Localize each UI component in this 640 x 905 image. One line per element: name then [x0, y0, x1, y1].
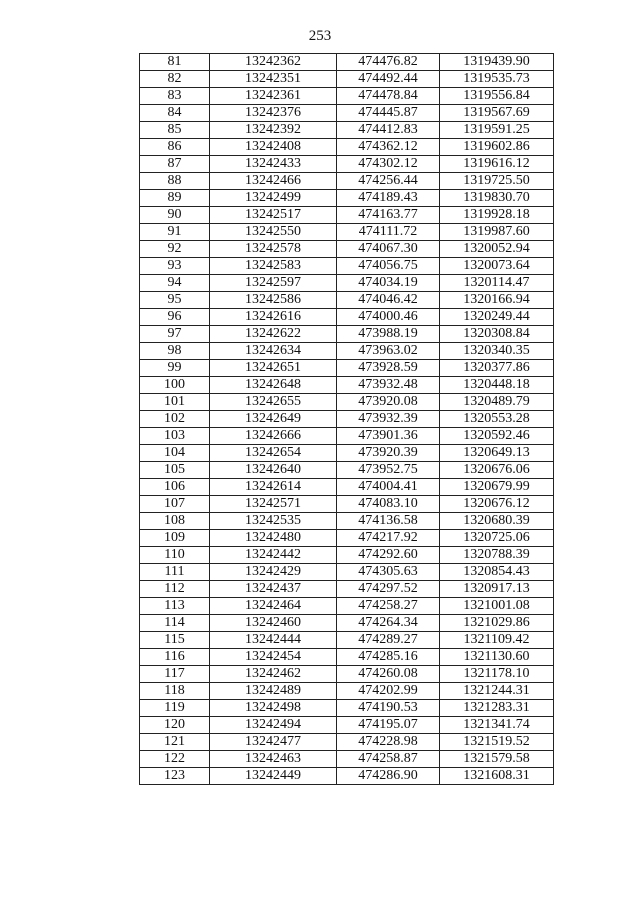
x-coordinate-cell: 474202.99	[337, 683, 440, 700]
y-coordinate-cell: 1319928.18	[440, 207, 554, 224]
point-number-cell: 119	[140, 700, 210, 717]
x-coordinate-cell: 473901.36	[337, 428, 440, 445]
point-id-cell: 13242351	[210, 71, 337, 88]
x-coordinate-cell: 474260.08	[337, 666, 440, 683]
point-number-cell: 100	[140, 377, 210, 394]
point-number-cell: 104	[140, 445, 210, 462]
point-number-cell: 120	[140, 717, 210, 734]
point-number-cell: 84	[140, 105, 210, 122]
x-coordinate-cell: 473920.39	[337, 445, 440, 462]
y-coordinate-cell: 1319987.60	[440, 224, 554, 241]
table-row	[140, 496, 554, 513]
point-id-cell: 13242634	[210, 343, 337, 360]
table-row	[140, 530, 554, 547]
x-coordinate-cell: 474492.44	[337, 71, 440, 88]
table-row	[140, 190, 554, 207]
x-coordinate-cell: 473932.39	[337, 411, 440, 428]
x-coordinate-cell: 474163.77	[337, 207, 440, 224]
y-coordinate-cell: 1320680.39	[440, 513, 554, 530]
y-coordinate-cell: 1321579.58	[440, 751, 554, 768]
point-id-cell: 13242494	[210, 717, 337, 734]
point-id-cell: 13242597	[210, 275, 337, 292]
point-number-cell: 97	[140, 326, 210, 343]
table-row	[140, 751, 554, 768]
table-row	[140, 275, 554, 292]
table-row	[140, 105, 554, 122]
point-id-cell: 13242460	[210, 615, 337, 632]
x-coordinate-cell: 474478.84	[337, 88, 440, 105]
x-coordinate-cell: 474083.10	[337, 496, 440, 513]
table-row	[140, 462, 554, 479]
x-coordinate-cell: 473928.59	[337, 360, 440, 377]
point-number-cell: 86	[140, 139, 210, 156]
x-coordinate-cell: 474305.63	[337, 564, 440, 581]
x-coordinate-cell: 474256.44	[337, 173, 440, 190]
point-id-cell: 13242361	[210, 88, 337, 105]
point-id-cell: 13242654	[210, 445, 337, 462]
x-coordinate-cell: 473920.08	[337, 394, 440, 411]
table-row	[140, 207, 554, 224]
table-row	[140, 360, 554, 377]
table-row	[140, 479, 554, 496]
table-row	[140, 717, 554, 734]
point-number-cell: 110	[140, 547, 210, 564]
point-number-cell: 112	[140, 581, 210, 598]
table-row	[140, 54, 554, 71]
point-id-cell: 13242517	[210, 207, 337, 224]
y-coordinate-cell: 1319602.86	[440, 139, 554, 156]
point-number-cell: 99	[140, 360, 210, 377]
point-id-cell: 13242586	[210, 292, 337, 309]
point-id-cell: 13242477	[210, 734, 337, 751]
y-coordinate-cell: 1320489.79	[440, 394, 554, 411]
point-number-cell: 87	[140, 156, 210, 173]
y-coordinate-cell: 1319439.90	[440, 54, 554, 71]
y-coordinate-cell: 1321029.86	[440, 615, 554, 632]
point-number-cell: 118	[140, 683, 210, 700]
point-number-cell: 122	[140, 751, 210, 768]
y-coordinate-cell: 1320676.12	[440, 496, 554, 513]
x-coordinate-cell: 474046.42	[337, 292, 440, 309]
y-coordinate-cell: 1320649.13	[440, 445, 554, 462]
point-id-cell: 13242429	[210, 564, 337, 581]
point-number-cell: 92	[140, 241, 210, 258]
table-row	[140, 122, 554, 139]
x-coordinate-cell: 474264.34	[337, 615, 440, 632]
y-coordinate-cell: 1320592.46	[440, 428, 554, 445]
y-coordinate-cell: 1320073.64	[440, 258, 554, 275]
y-coordinate-cell: 1320249.44	[440, 309, 554, 326]
x-coordinate-cell: 473952.75	[337, 462, 440, 479]
table-row	[140, 377, 554, 394]
table-row	[140, 700, 554, 717]
point-id-cell: 13242408	[210, 139, 337, 156]
point-number-cell: 93	[140, 258, 210, 275]
y-coordinate-cell: 1320340.35	[440, 343, 554, 360]
point-id-cell: 13242433	[210, 156, 337, 173]
point-id-cell: 13242666	[210, 428, 337, 445]
x-coordinate-cell: 474004.41	[337, 479, 440, 496]
y-coordinate-cell: 1319725.50	[440, 173, 554, 190]
x-coordinate-cell: 474228.98	[337, 734, 440, 751]
point-number-cell: 107	[140, 496, 210, 513]
point-number-cell: 111	[140, 564, 210, 581]
x-coordinate-cell: 474217.92	[337, 530, 440, 547]
y-coordinate-cell: 1319830.70	[440, 190, 554, 207]
point-number-cell: 81	[140, 54, 210, 71]
table-row	[140, 309, 554, 326]
table-row	[140, 445, 554, 462]
point-id-cell: 13242392	[210, 122, 337, 139]
table-row	[140, 598, 554, 615]
x-coordinate-cell: 474362.12	[337, 139, 440, 156]
y-coordinate-cell: 1320166.94	[440, 292, 554, 309]
x-coordinate-cell: 474285.16	[337, 649, 440, 666]
point-number-cell: 103	[140, 428, 210, 445]
x-coordinate-cell: 474258.27	[337, 598, 440, 615]
point-id-cell: 13242444	[210, 632, 337, 649]
point-id-cell: 13242614	[210, 479, 337, 496]
point-number-cell: 105	[140, 462, 210, 479]
y-coordinate-cell: 1320676.06	[440, 462, 554, 479]
y-coordinate-cell: 1321001.08	[440, 598, 554, 615]
point-id-cell: 13242616	[210, 309, 337, 326]
table-row	[140, 649, 554, 666]
x-coordinate-cell: 474000.46	[337, 309, 440, 326]
table-row	[140, 343, 554, 360]
point-id-cell: 13242449	[210, 768, 337, 785]
point-id-cell: 13242442	[210, 547, 337, 564]
point-number-cell: 123	[140, 768, 210, 785]
x-coordinate-cell: 474258.87	[337, 751, 440, 768]
point-number-cell: 88	[140, 173, 210, 190]
table-row	[140, 513, 554, 530]
y-coordinate-cell: 1320114.47	[440, 275, 554, 292]
point-id-cell: 13242463	[210, 751, 337, 768]
x-coordinate-cell: 474034.19	[337, 275, 440, 292]
table-row	[140, 411, 554, 428]
x-coordinate-cell: 473963.02	[337, 343, 440, 360]
point-id-cell: 13242499	[210, 190, 337, 207]
point-id-cell: 13242376	[210, 105, 337, 122]
x-coordinate-cell: 474445.87	[337, 105, 440, 122]
x-coordinate-cell: 474189.43	[337, 190, 440, 207]
table-row	[140, 326, 554, 343]
y-coordinate-cell: 1321109.42	[440, 632, 554, 649]
x-coordinate-cell: 474297.52	[337, 581, 440, 598]
point-id-cell: 13242649	[210, 411, 337, 428]
point-number-cell: 96	[140, 309, 210, 326]
point-number-cell: 117	[140, 666, 210, 683]
point-number-cell: 89	[140, 190, 210, 207]
table-row	[140, 666, 554, 683]
table-row	[140, 258, 554, 275]
point-number-cell: 116	[140, 649, 210, 666]
y-coordinate-cell: 1320917.13	[440, 581, 554, 598]
point-number-cell: 109	[140, 530, 210, 547]
point-id-cell: 13242480	[210, 530, 337, 547]
point-id-cell: 13242362	[210, 54, 337, 71]
x-coordinate-cell: 473932.48	[337, 377, 440, 394]
point-id-cell: 13242466	[210, 173, 337, 190]
y-coordinate-cell: 1320052.94	[440, 241, 554, 258]
x-coordinate-cell: 474302.12	[337, 156, 440, 173]
x-coordinate-cell: 474292.60	[337, 547, 440, 564]
point-number-cell: 121	[140, 734, 210, 751]
y-coordinate-cell: 1321608.31	[440, 768, 554, 785]
point-number-cell: 108	[140, 513, 210, 530]
y-coordinate-cell: 1319535.73	[440, 71, 554, 88]
point-id-cell: 13242462	[210, 666, 337, 683]
point-id-cell: 13242648	[210, 377, 337, 394]
point-id-cell: 13242622	[210, 326, 337, 343]
table-row	[140, 428, 554, 445]
y-coordinate-cell: 1320308.84	[440, 326, 554, 343]
table-row	[140, 241, 554, 258]
point-id-cell: 13242489	[210, 683, 337, 700]
table-row	[140, 173, 554, 190]
point-id-cell: 13242437	[210, 581, 337, 598]
table-row	[140, 394, 554, 411]
x-coordinate-cell: 474190.53	[337, 700, 440, 717]
page-number: 253	[308, 28, 332, 44]
table-row	[140, 547, 554, 564]
x-coordinate-cell: 474067.30	[337, 241, 440, 258]
y-coordinate-cell: 1320553.28	[440, 411, 554, 428]
point-id-cell: 13242464	[210, 598, 337, 615]
point-id-cell: 13242655	[210, 394, 337, 411]
y-coordinate-cell: 1319567.69	[440, 105, 554, 122]
point-number-cell: 91	[140, 224, 210, 241]
point-id-cell: 13242651	[210, 360, 337, 377]
point-id-cell: 13242578	[210, 241, 337, 258]
y-coordinate-cell: 1320377.86	[440, 360, 554, 377]
point-number-cell: 83	[140, 88, 210, 105]
y-coordinate-cell: 1320679.99	[440, 479, 554, 496]
point-number-cell: 114	[140, 615, 210, 632]
y-coordinate-cell: 1319591.25	[440, 122, 554, 139]
table-row	[140, 632, 554, 649]
y-coordinate-cell: 1321519.52	[440, 734, 554, 751]
y-coordinate-cell: 1320854.43	[440, 564, 554, 581]
x-coordinate-cell: 474056.75	[337, 258, 440, 275]
table-row	[140, 224, 554, 241]
point-number-cell: 113	[140, 598, 210, 615]
point-number-cell: 82	[140, 71, 210, 88]
x-coordinate-cell: 474289.27	[337, 632, 440, 649]
point-number-cell: 90	[140, 207, 210, 224]
x-coordinate-cell: 474286.90	[337, 768, 440, 785]
y-coordinate-cell: 1319616.12	[440, 156, 554, 173]
x-coordinate-cell: 474412.83	[337, 122, 440, 139]
point-id-cell: 13242454	[210, 649, 337, 666]
table-row	[140, 581, 554, 598]
table-row	[140, 615, 554, 632]
point-number-cell: 106	[140, 479, 210, 496]
point-number-cell: 95	[140, 292, 210, 309]
point-number-cell: 102	[140, 411, 210, 428]
table-row	[140, 88, 554, 105]
point-id-cell: 13242640	[210, 462, 337, 479]
coordinates-table-body	[140, 54, 554, 785]
point-number-cell: 94	[140, 275, 210, 292]
y-coordinate-cell: 1320788.39	[440, 547, 554, 564]
x-coordinate-cell: 473988.19	[337, 326, 440, 343]
point-number-cell: 115	[140, 632, 210, 649]
point-id-cell: 13242550	[210, 224, 337, 241]
point-id-cell: 13242498	[210, 700, 337, 717]
y-coordinate-cell: 1321341.74	[440, 717, 554, 734]
y-coordinate-cell: 1319556.84	[440, 88, 554, 105]
point-number-cell: 85	[140, 122, 210, 139]
y-coordinate-cell: 1320725.06	[440, 530, 554, 547]
y-coordinate-cell: 1321130.60	[440, 649, 554, 666]
x-coordinate-cell: 474111.72	[337, 224, 440, 241]
coordinates-table	[139, 53, 554, 785]
x-coordinate-cell: 474476.82	[337, 54, 440, 71]
table-row	[140, 292, 554, 309]
point-number-cell: 98	[140, 343, 210, 360]
table-row	[140, 768, 554, 785]
y-coordinate-cell: 1321283.31	[440, 700, 554, 717]
table-row	[140, 683, 554, 700]
table-row	[140, 564, 554, 581]
y-coordinate-cell: 1320448.18	[440, 377, 554, 394]
y-coordinate-cell: 1321178.10	[440, 666, 554, 683]
table-row	[140, 71, 554, 88]
table-row	[140, 734, 554, 751]
table-row	[140, 139, 554, 156]
point-id-cell: 13242535	[210, 513, 337, 530]
y-coordinate-cell: 1321244.31	[440, 683, 554, 700]
table-row	[140, 156, 554, 173]
x-coordinate-cell: 474136.58	[337, 513, 440, 530]
point-number-cell: 101	[140, 394, 210, 411]
point-id-cell: 13242571	[210, 496, 337, 513]
point-id-cell: 13242583	[210, 258, 337, 275]
x-coordinate-cell: 474195.07	[337, 717, 440, 734]
